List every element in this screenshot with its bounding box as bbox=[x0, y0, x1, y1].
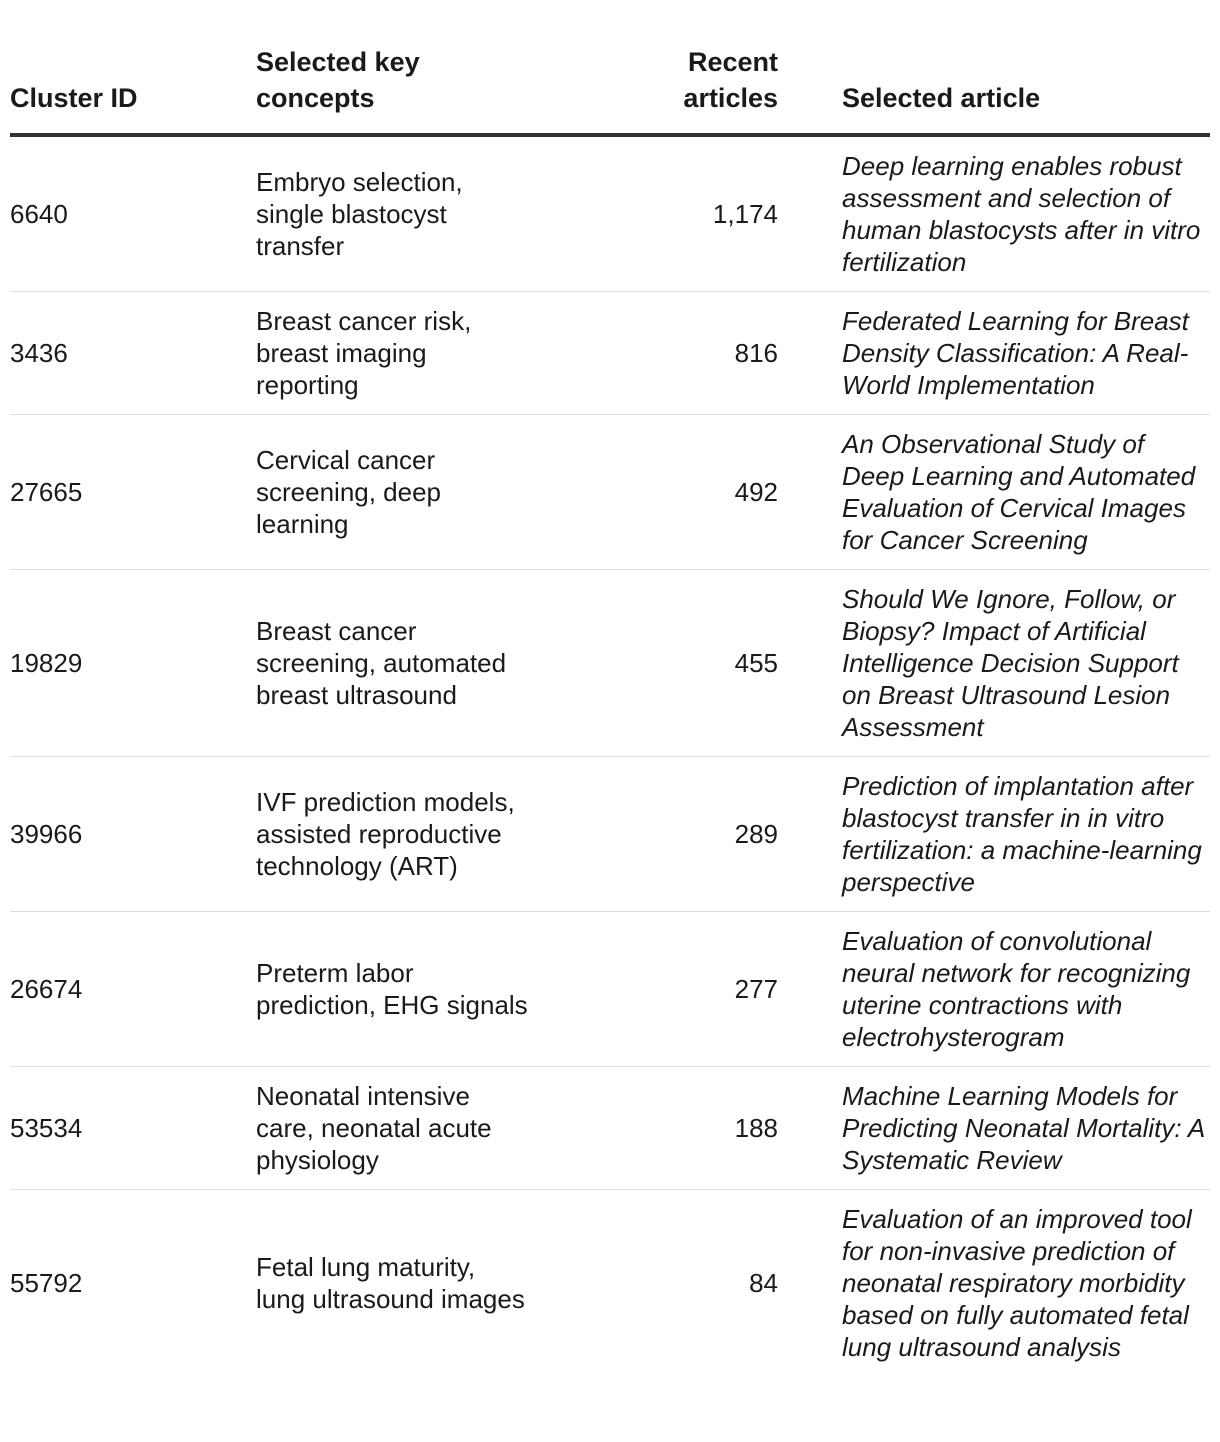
key-concepts-text: Preterm labor prediction, EHG signals bbox=[256, 958, 528, 1020]
table-row bbox=[10, 415, 1210, 570]
cell-recent-articles: 816 bbox=[550, 292, 778, 415]
cell-cluster-id: 53534 bbox=[10, 1067, 256, 1190]
cell-recent-articles: 289 bbox=[550, 757, 778, 912]
table-row bbox=[10, 135, 1210, 292]
cell-selected-article: Evaluation of convolutional neural network for recognizing uterine contractions with electrohysterogram bbox=[778, 912, 1210, 1067]
cell-recent-articles: 455 bbox=[550, 570, 778, 757]
cell-recent-articles: 84 bbox=[749, 1268, 778, 1298]
cell-key-concepts bbox=[256, 292, 550, 415]
header-key-concepts bbox=[256, 0, 550, 135]
cell-selected-article: Evaluation of an improved tool for non-invasive prediction of neonatal respiratory morbidity based on fully automated fetal lung ultrasound analysis bbox=[842, 1204, 1192, 1362]
cell-key-concepts bbox=[256, 570, 550, 757]
table-row bbox=[10, 1067, 1210, 1190]
key-concepts-text: Breast cancer screening, automated breast ultrasound bbox=[256, 616, 507, 710]
cell-cluster-id: 27665 bbox=[10, 415, 256, 570]
key-concepts-text: Cervical cancer screening, deep learning bbox=[256, 445, 442, 539]
cell-recent-articles: 492 bbox=[550, 415, 778, 570]
cell-cluster-id: 6640 bbox=[10, 135, 256, 292]
cell-selected-article: Federated Learning for Breast Density Classification: A Real-World Implementation bbox=[778, 292, 1210, 415]
cell-recent-articles: 188 bbox=[550, 1067, 778, 1190]
cell-selected-article: Machine Learning Models for Predicting Neonatal Mortality: A Systematic Review bbox=[778, 1067, 1210, 1190]
cell-key-concepts bbox=[256, 135, 550, 292]
table-row bbox=[10, 1190, 1210, 1377]
cell-cluster-id: 55792 bbox=[10, 1268, 83, 1298]
header-selected-article: Selected article bbox=[778, 0, 1210, 135]
cluster-table-container bbox=[10, 0, 1210, 1376]
key-concepts-text: IVF prediction models, assisted reproductive technology (ART) bbox=[256, 787, 515, 881]
table-header-row bbox=[10, 0, 1210, 135]
header-recent-articles bbox=[550, 0, 778, 135]
cell-key-concepts bbox=[256, 1067, 550, 1190]
cell-selected-article: Prediction of implantation after blastocyst transfer in in vitro fertilization: a machine-learning perspective bbox=[778, 757, 1210, 912]
key-concepts-text: Embryo selection, single blastocyst transfer bbox=[256, 167, 463, 261]
table-row bbox=[10, 570, 1210, 757]
cell-selected-article: Should We Ignore, Follow, or Biopsy? Impact of Artificial Intelligence Decision Support on Breast Ultrasound Lesion Assessment bbox=[778, 570, 1210, 757]
cell-cluster-id: 39966 bbox=[10, 757, 256, 912]
cluster-table bbox=[10, 0, 1210, 1376]
cell-cluster-id: 26674 bbox=[10, 912, 256, 1067]
cell-recent-articles: 1,174 bbox=[550, 135, 778, 292]
cell-key-concepts bbox=[256, 415, 550, 570]
cell-selected-article: An Observational Study of Deep Learning and Automated Evaluation of Cervical Images for Cancer Screening bbox=[778, 415, 1210, 570]
cell-recent-articles: 277 bbox=[550, 912, 778, 1067]
key-concepts-text: Fetal lung maturity, lung ultrasound images bbox=[256, 1252, 525, 1314]
key-concepts-text: Breast cancer risk, breast imaging reporting bbox=[256, 306, 472, 400]
header-recent-articles-label: Recent articles bbox=[683, 47, 778, 113]
cell-cluster-id: 3436 bbox=[10, 292, 256, 415]
cell-key-concepts bbox=[256, 1190, 550, 1377]
header-cluster-id: Cluster ID bbox=[10, 0, 256, 135]
table-row bbox=[10, 757, 1210, 912]
cell-selected-article: Deep learning enables robust assessment and selection of human blastocysts after in vitro fertilization bbox=[778, 135, 1210, 292]
cell-key-concepts bbox=[256, 912, 550, 1067]
cell-cluster-id: 19829 bbox=[10, 570, 256, 757]
table-row bbox=[10, 292, 1210, 415]
header-key-concepts-label: Selected key concepts bbox=[256, 47, 420, 113]
cell-key-concepts bbox=[256, 757, 550, 912]
table-row bbox=[10, 912, 1210, 1067]
key-concepts-text: Neonatal intensive care, neonatal acute physiology bbox=[256, 1081, 492, 1175]
